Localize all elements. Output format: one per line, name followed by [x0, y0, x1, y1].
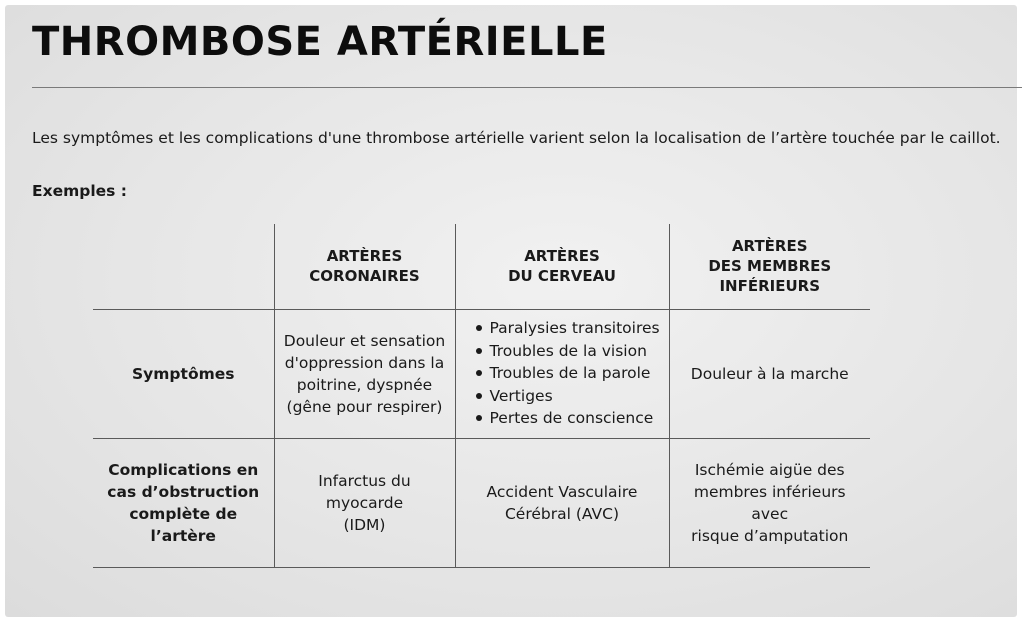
table-header-row — [93, 224, 870, 309]
table-row-symptoms — [93, 309, 870, 438]
title-divider — [32, 87, 1022, 88]
cell-symptoms-membres: Douleur à la marche — [669, 309, 870, 438]
empty-corner-cell — [93, 224, 274, 309]
cell-symptoms-cerveau — [455, 309, 669, 438]
list-item: Pertes de conscience — [476, 407, 663, 430]
row-label-complications: Complications en cas d’obstruction complète de l’artère — [93, 438, 274, 567]
column-header-membres: ARTÈRES DES MEMBRES INFÉRIEURS — [669, 224, 870, 309]
list-item: Vertiges — [476, 385, 663, 408]
examples-label: Exemples : — [32, 182, 127, 200]
list-item: Troubles de la parole — [476, 362, 663, 385]
table-row-complications — [93, 438, 870, 567]
column-header-cerveau: ARTÈRES DU CERVEAU — [455, 224, 669, 309]
cell-complications-coronaires: Infarctus du myocarde (IDM) — [274, 438, 455, 567]
list-item: Paralysies transitoires — [476, 317, 663, 340]
cell-symptoms-coronaires: Douleur et sensation d'oppression dans la poitrine, dyspnée (gêne pour respirer) — [274, 309, 455, 438]
list-item: Troubles de la vision — [476, 340, 663, 363]
intro-text: Les symptômes et les complications d'une thrombose artérielle varient selon la localisation de l’artère touchée par le caillot. — [32, 129, 1001, 147]
cell-complications-cerveau: Accident Vasculaire Cérébral (AVC) — [455, 438, 669, 567]
cell-complications-membres: Ischémie aigüe des membres inférieurs avec risque d’amputation — [669, 438, 870, 567]
page-title: THROMBOSE ARTÉRIELLE — [32, 19, 608, 65]
row-label-symptoms: Symptômes — [93, 309, 274, 438]
symptoms-bullet-list — [462, 317, 663, 430]
comparison-table — [93, 224, 870, 568]
column-header-coronaires: ARTÈRES CORONAIRES — [274, 224, 455, 309]
